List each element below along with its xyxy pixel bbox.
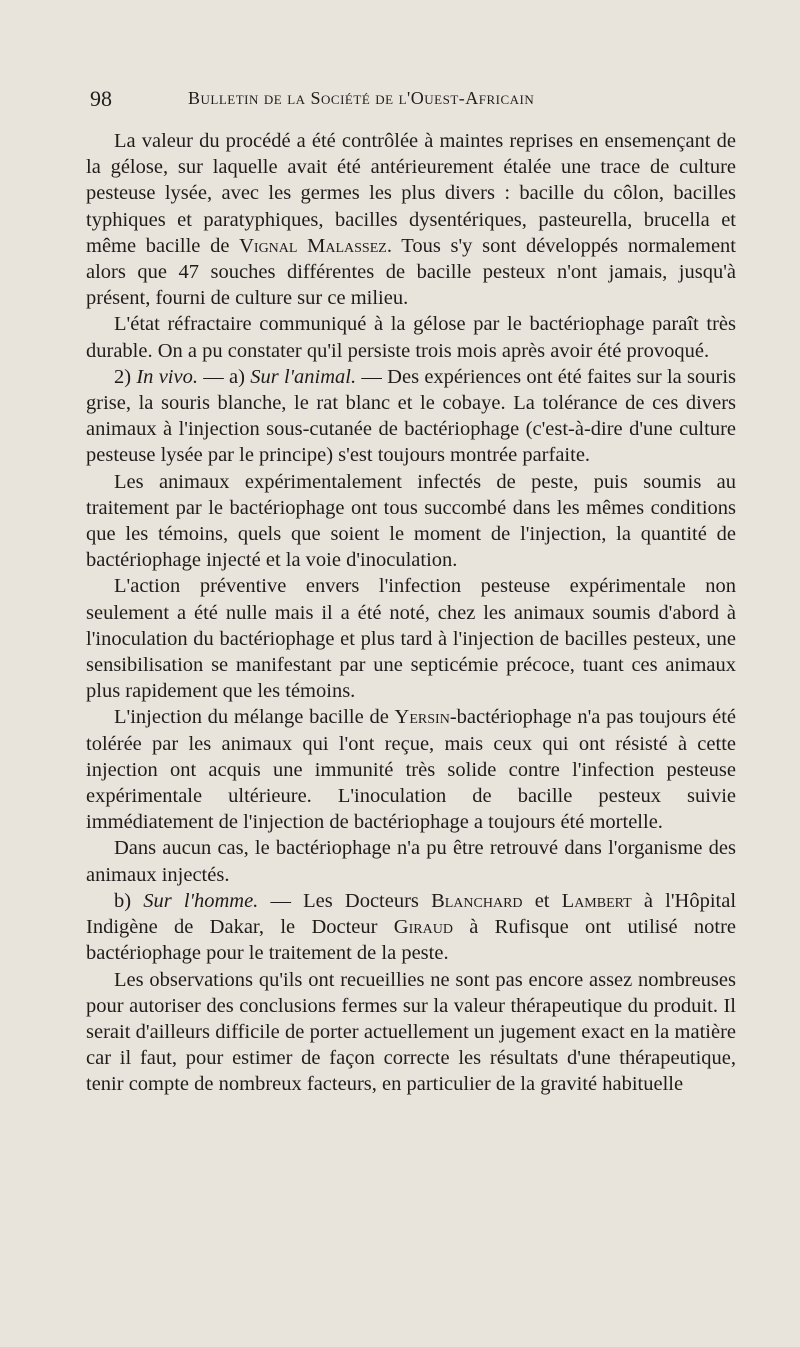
paragraph-yersin-mixture: L'injection du mélange bacille de Yersin-bactériophage n'a pas toujours été tolérée par les animaux qui l'ont reçue, mais ceux qui ont résisté à cette injection ont acquis une immunité très solide contre l'infection pesteuse expérimentale ultérieure. L'inoculation de bacille pesteux suivie immédiatement de l'injection de bactériophage a toujours été mortelle. [86,706,736,834]
paragraph-infected-animals: Les animaux expérimentalement infectés de peste, puis soumis au traitement par le bactériophage ont tous succombé dans les mêmes conditions que les témoins, quels que soient le moment de l'injection, la quantité de bactériophage injecté et la voie d'inoculation. [86,470,736,572]
paragraph-not-recovered: Dans aucun cas, le bactériophage n'a pu être retrouvé dans l'organisme des animaux injectés. [86,837,736,886]
paragraph-refractory-state: L'état réfractaire communiqué à la gélose par le bactériophage paraît très durable. On a pu constater qu'il persiste trois mois après avoir été provoqué. [86,313,736,362]
paragraph-on-humans: b) Sur l'homme. — Les Docteurs Blanchard et Lambert à l'Hôpital Indigène de Dakar, le Docteur Giraud à Rufisque ont utilisé notre bactériophage pour le traitement de la peste. [86,889,737,965]
paragraph-observations: Les observations qu'ils ont recueillies ne sont pas encore assez nombreuses pour autoriser des conclusions fermes sur la valeur thérapeutique du produit. Il serait d'ailleurs difficile de porter actuellement un jugement exact en la matière car il faut, pour estimer de façon correcte les résultats d'une thérapeutique, tenir compte de nombreux facteurs, en particulier de la gravité habituelle [86,968,736,1096]
author-name: Lambert [561,889,632,912]
author-name: Yersin [394,706,450,729]
page-header [90,86,740,112]
body-text [86,128,736,1098]
author-name: Giraud [393,916,453,939]
section-heading-in-vivo: In vivo. [136,365,198,388]
section-heading-animal: Sur l'animal. [250,365,357,388]
author-name: Blanchard [431,889,523,912]
page-number: 98 [90,86,112,111]
section-heading-human: Sur l'homme. [143,889,259,912]
paragraph-in-vivo-animal: 2) In vivo. — a) Sur l'animal. — Des expériences ont été faites sur la souris grise, la souris blanche, le rat blanc et le cobaye. La tolérance de ces divers animaux à l'injection sous-cutanée de bactériophage (c'est-à-dire d'une culture pesteuse lysée par le principe) s'est toujours montrée parfaite. [86,365,737,467]
running-title: Bulletin de la Société de l'Ouest-Africain [188,88,535,108]
paragraph-control-tests: La valeur du procédé a été contrôlée à maintes reprises en ensemençant de la gélose, sur laquelle avait été antérieurement étalée une trace de culture pesteuse lysée, avec les germes les plus divers : bacille du côlon, bacilles typhiques et paratyphiques, bacilles dysentériques, pasteurella, brucella et même bacille de Vignal Malassez. Tous s'y sont développés normalement alors que 47 souches différentes de bacille pesteux n'ont jamais, jusqu'à présent, fourni de culture sur ce milieu. [86,130,736,310]
author-name: Vignal Malassez [239,234,387,257]
paragraph-preventive-action: L'action préventive envers l'infection pesteuse expérimentale non seulement a été nulle mais il a été noté, chez les animaux soumis d'abord à l'inoculation du bactériophage et plus tard à l'injection de bacilles pesteux, une sensibilisation se manifestant par une septicémie précoce, tuant ces animaux plus rapidement que les témoins. [86,575,736,703]
